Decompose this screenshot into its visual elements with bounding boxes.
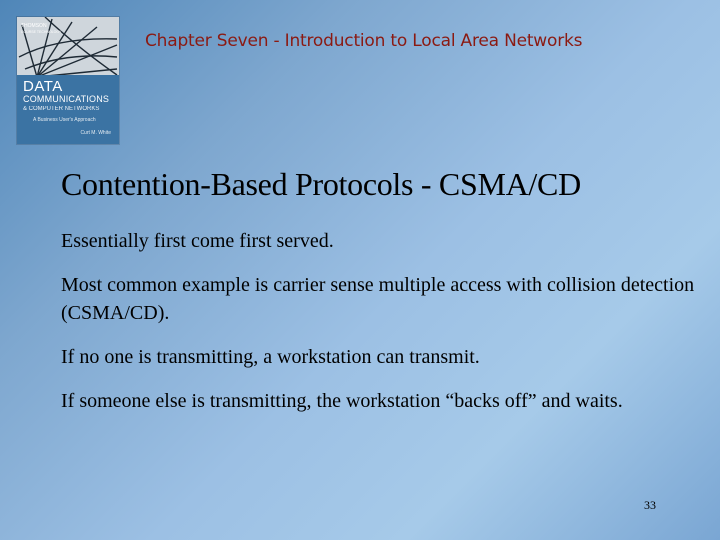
book-cover-text [23,79,115,136]
book-cover-image [17,17,119,144]
page-number: 33 [644,498,656,512]
cover-title-line2: COMMUNICATIONS [23,94,110,104]
publisher-logo: THOMSON [21,23,47,29]
bullet-list [61,227,701,431]
cover-title-line1: DATA [23,78,63,95]
bullet-item: Essentially first come first served. [61,230,334,252]
svg-text:COURSE TECHNOLOGY: COURSE TECHNOLOGY [21,30,62,34]
bullet-item: Most common example is carrier sense multiple access with collision detection (CSMA/CD). [61,274,695,324]
bullet-item: If someone else is transmitting, the workstation “backs off” and waits. [61,390,623,412]
bullet-item: If no one is transmitting, a workstation can transmit. [61,346,480,368]
chapter-title: Chapter Seven - Introduction to Local Area Networks [145,31,583,51]
cover-author: Curt M. White [80,130,111,136]
slide-title: Contention-Based Protocols - CSMA/CD [61,166,581,202]
cover-subtitle: A Business User's Approach [33,117,96,123]
cover-title-line3: & COMPUTER NETWORKS [23,106,100,112]
